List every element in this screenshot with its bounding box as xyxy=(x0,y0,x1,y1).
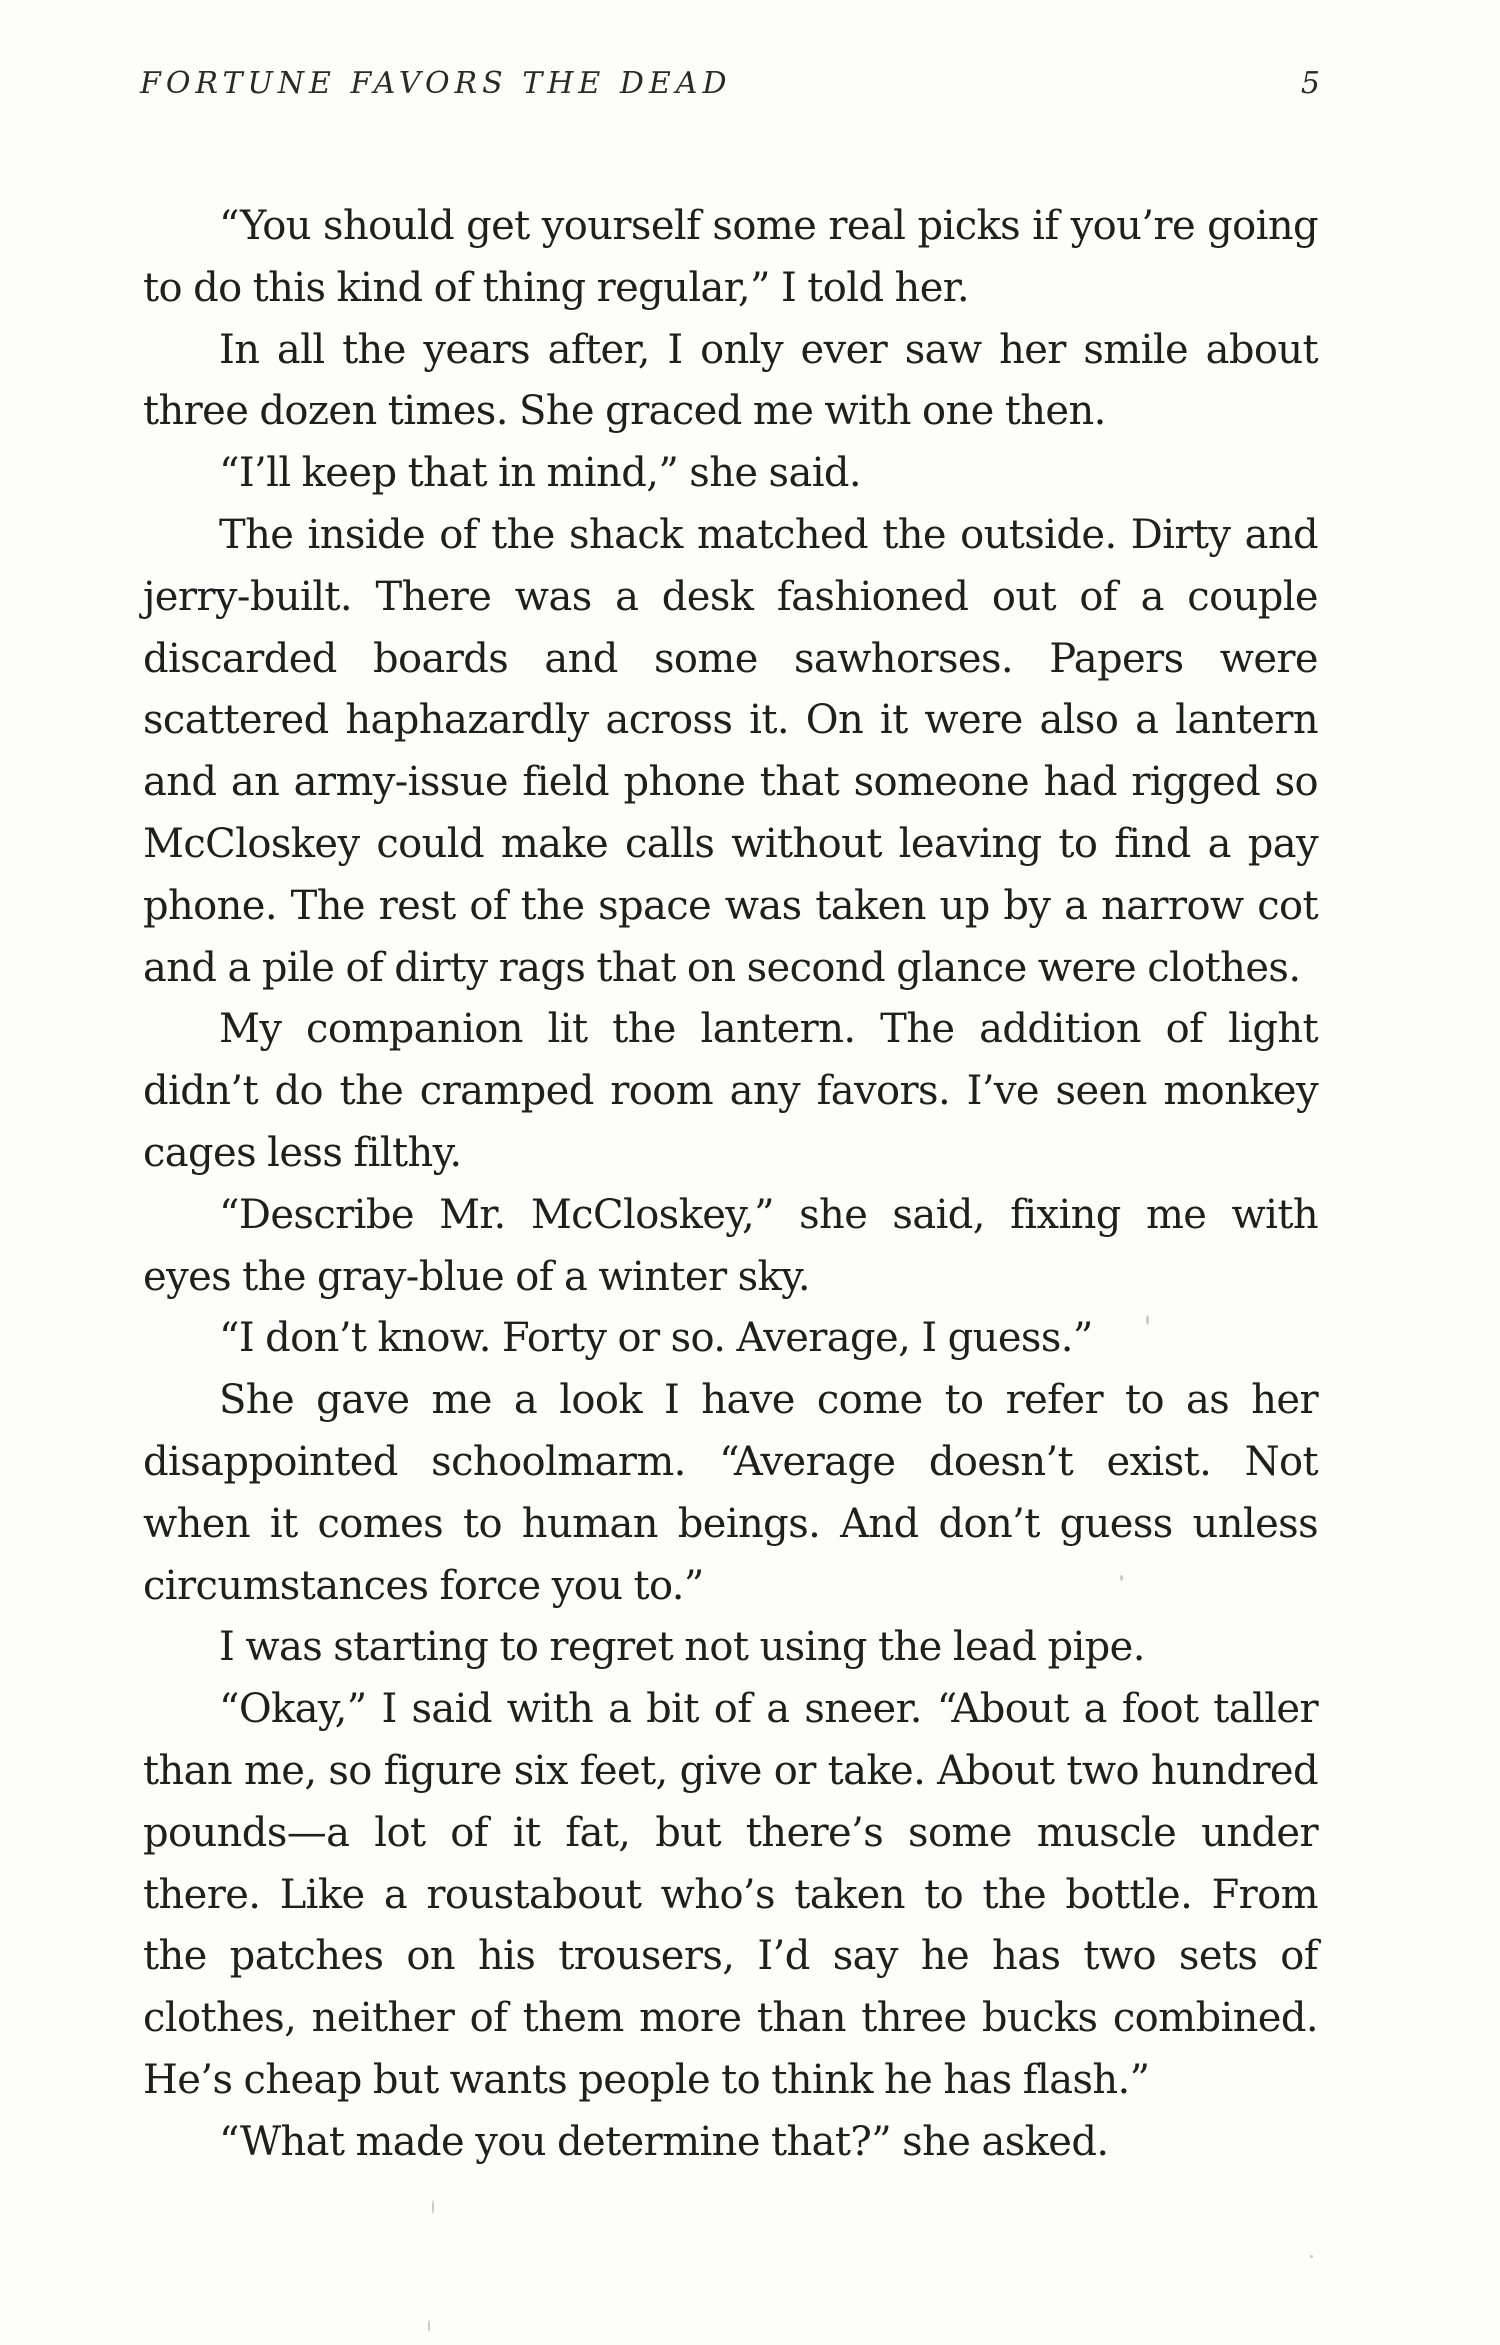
paragraph: “I’ll keep that in mind,” she said. xyxy=(219,450,862,497)
scan-speck xyxy=(428,2320,430,2332)
running-title: FORTUNE FAVORS THE DEAD xyxy=(140,66,732,101)
paragraph: In all the years after, I only ever saw her smile about three dozen times. She graced me with one then. xyxy=(143,326,1318,435)
paragraph: She gave me a look I have come to refer to as her disappointed schoolmarm. “Average doesn’t exist. Not when it comes to human beings. And don’t guess unless circumstances force you to.” xyxy=(143,1377,1318,1609)
paragraph: “I don’t know. Forty or so. Average, I guess.” xyxy=(219,1315,1093,1362)
paragraph: My companion lit the lantern. The addition of light didn’t do the cramped room any favors. I’ve seen monkey cages less filthy. xyxy=(143,1006,1318,1176)
paragraph: “You should get yourself some real picks if you’re going to do this kind of thing regular,” I told her. xyxy=(143,203,1318,311)
paragraph: The inside of the shack matched the outside. Dirty and jerry-built. There was a desk fashioned out of a couple discarded boards and some sawhorses. Papers were scattered haphazardly across it. On it were also a lantern and an army-issue field phone that someone had rigged so McCloskey could make calls without leaving to find a pay phone. The rest of the space was taken up by a narrow cot and a pile of dirty rags that on second glance were clothes. xyxy=(143,511,1318,991)
scan-speck xyxy=(1310,2255,1313,2258)
paragraph: “What made you determine that?” she asked. xyxy=(219,2118,1109,2165)
running-header xyxy=(140,66,1320,106)
paragraph: “Okay,” I said with a bit of a sneer. “About a foot taller than me, so figure six feet, give or take. About two hundred pounds—a lot of it fat, but there’s some muscle under there. Like a roustabout who’s taken to the bottle. From the patches on his trousers, I’d say he has two sets of clothes, neither of them more than three bucks combined. He’s cheap but wants people to think he has flash.” xyxy=(143,1686,1318,2103)
body-text xyxy=(143,196,1318,2174)
page-number: 5 xyxy=(1300,66,1320,101)
paragraph: I was starting to regret not using the lead pipe. xyxy=(219,1624,1145,1671)
paragraph: “Describe Mr. McCloskey,” she said, fixing me with eyes the gray-blue of a winter sky. xyxy=(143,1191,1318,1300)
scan-speck xyxy=(1146,1315,1149,1325)
scan-speck xyxy=(432,2200,434,2214)
scan-speck xyxy=(1120,1575,1123,1581)
